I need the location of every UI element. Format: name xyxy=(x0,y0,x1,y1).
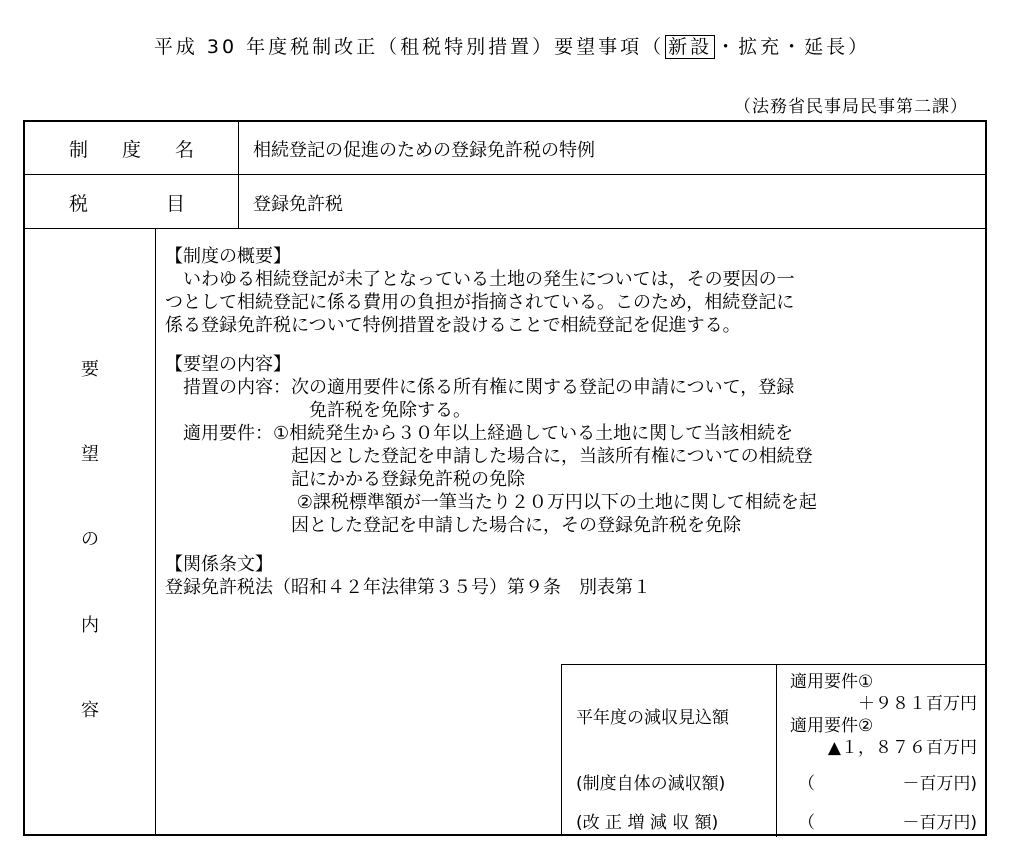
related-text: 登録免許税法（昭和４２年法律第３５号）第９条 別表第１ xyxy=(165,577,651,598)
title-boxed-new: 新設 xyxy=(665,35,715,59)
overview-line: 係る登録免許税について特例措置を設けることで相続登記を促進する。 xyxy=(165,315,741,336)
request-label-char: 要 xyxy=(81,359,99,380)
reduction-label: 平年度の減収見込額 xyxy=(576,708,729,728)
revision-label: (改 正 増 減 収 額) xyxy=(576,813,719,833)
system-name-value: 相続登記の促進のための登録免許税の特例 xyxy=(253,140,595,161)
request-content xyxy=(165,245,985,599)
department-label: （法務省民事局民事第二課） xyxy=(734,97,968,117)
title-tail: ・拡充・延長） xyxy=(716,36,871,58)
request-label-char: 容 xyxy=(81,700,99,721)
overview-heading: 【制度の概要】 xyxy=(165,246,291,267)
request-form-table xyxy=(23,120,987,836)
req1-label: 適用要件① xyxy=(790,672,874,692)
column-divider xyxy=(155,228,156,836)
req1-value: ＋９８１百万円 xyxy=(858,694,977,714)
system-name-label: 制度名 xyxy=(69,139,229,161)
request-label-char: 望 xyxy=(81,444,99,465)
request-label-char: の xyxy=(81,529,99,550)
system-reduction-value: －百万円) xyxy=(902,774,977,794)
system-reduction-label: (制度自体の減収額) xyxy=(576,774,726,794)
req2-label: 適用要件② xyxy=(790,716,874,736)
system-reduction-open: （ xyxy=(798,774,815,794)
title-main: 平成 30 年度税制改正（租税特別措置）要望事項（ xyxy=(153,36,665,58)
overview-line: いわゆる相続登記が未了となっている土地の発生については，その要因の一 xyxy=(165,269,795,290)
row-divider xyxy=(25,228,985,229)
revenue-estimate-table xyxy=(561,664,987,836)
requirement-line: 因とした登記を申請した場合に，その登録免許税を免除 xyxy=(165,515,741,536)
revision-open: （ xyxy=(798,813,815,833)
measure-line: 措置の内容：次の適用要件に係る所有権に関する登記の申請について，登録 xyxy=(165,377,795,398)
requirement-line: 適用要件：①相続発生から３０年以上経過している土地に関して当該相続を xyxy=(165,423,794,444)
requirement-line: 記にかかる登録免許税の免除 xyxy=(165,469,525,490)
req2-value: ▲１，８７６百万円 xyxy=(827,738,977,758)
tax-item-value: 登録免許税 xyxy=(253,194,343,215)
revision-value: －百万円) xyxy=(902,813,977,833)
request-label-char: 内 xyxy=(81,615,99,636)
overview-line: つとして相続登記に係る費用の負担が指摘されている。このため，相続登記に xyxy=(165,292,795,313)
tax-item-label: 税目 xyxy=(69,193,264,215)
column-divider xyxy=(776,665,777,837)
request-heading: 【要望の内容】 xyxy=(165,354,291,375)
measure-line: 免許税を免除する。 xyxy=(165,400,471,421)
requirement-line: 起因とした登記を申請した場合に，当該所有権についての相続登 xyxy=(165,446,813,467)
row-divider xyxy=(25,174,985,175)
related-heading: 【関係条文】 xyxy=(165,554,273,575)
document-title xyxy=(0,32,1024,59)
requirement-line: ②課税標準額が一筆当たり２０万円以下の土地に関して相続を起 xyxy=(165,492,817,513)
